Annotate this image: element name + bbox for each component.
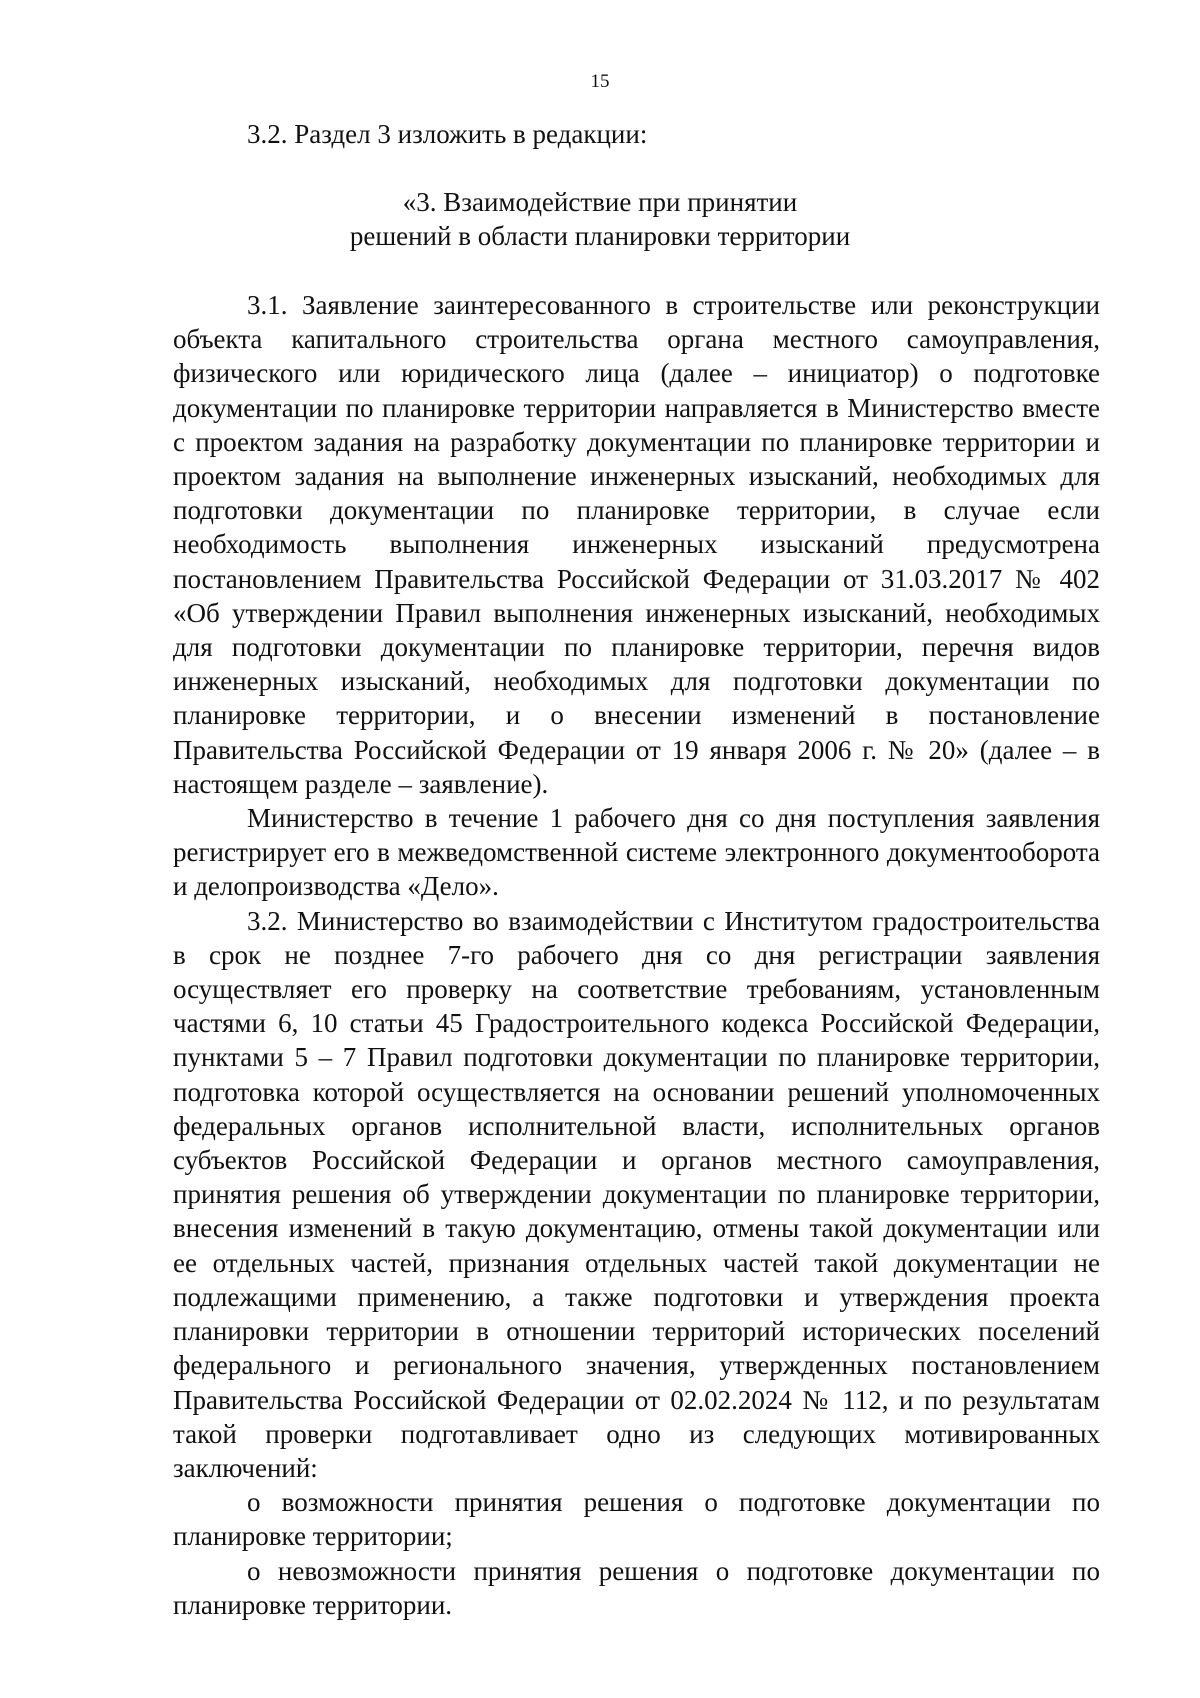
paragraph-3-2: 3.2. Министерство во взаимодействии с Институтом градостроительства в срок не позднее 7-го рабочего дня со дня регистрации заявления осуществляет его проверку на соответствие требованиям, установленным частями 6, 10 статьи 45 Градостроительного кодекса Российской Федерации, пунктами 5 – 7 Правил подготовки документации по планировке территории, подготовка которой осуществляется на основании решений уполномоченных федеральных органов исполнительной власти, исполнительных органов субъектов Российской Федерации и органов местного самоуправления, принятия решения об утверждении документации по планировке территории, внесения изменений в такую документацию, отмены такой документации или ее отдельных частей, признания отдельных частей такой документации не подлежащими применению, а также подготовки и утверждения проекта планировки территории в отношении территорий исторических поселений федерального и регионального значения, утвержденных постановлением Правительства Российской Федерации от 02.02.2024 № 112, и по результатам такой проверки подготавливает одно из следующих мотивированных заключений:	[173, 905, 1100, 1483]
body-text	[173, 288, 1100, 1622]
section-heading-line-1: «3. Взаимодействие при принятии	[402, 187, 798, 217]
paragraph-3-1: 3.1. Заявление заинтересованного в строительстве или реконструкции объекта капитального строительства органа местного самоуправления, физического или юридического лица (далее – инициатор) о подготовке документации по планировке территории направляется в Министерство вместе с проектом задания на разработку документации по планировке территории и проектом задания на выполнение инженерных изысканий, необходимых для подготовки документации по планировке территории, в случае если необходимость выполнения инженерных изысканий предусмотрена постановлением Правительства Российской Федерации от 31.03.2017 № 402 «Об утверждении Правил выполнения инженерных изысканий, необходимых для подготовки документации по планировке территории, перечня видов инженерных изысканий, необходимых для подготовки документации по планировке территории, и о внесении изменений в постановление Правительства Российской Федерации от 19 января 2006 г. № 20» (далее – в настоящем разделе – заявление).	[173, 290, 1100, 799]
section-heading-line-2: решений в области планировки территории	[349, 221, 851, 252]
paragraph-conclusion-impossible: о невозможности принятия решения о подготовке документации по планировке территории.	[173, 1555, 1100, 1620]
paragraph-conclusion-possible: о возможности принятия решения о подготовке документации по планировке территории;	[173, 1487, 1100, 1552]
section-heading	[100, 185, 1100, 253]
intro-line: 3.2. Раздел 3 изложить в редакции:	[247, 119, 648, 149]
paragraph-registration: Министерство в течение 1 рабочего дня со дня поступления заявления регистрирует его в межведомственной системе электронного документооборота и делопроизводства «Дело».	[173, 803, 1100, 902]
page-number: 15	[590, 71, 610, 92]
